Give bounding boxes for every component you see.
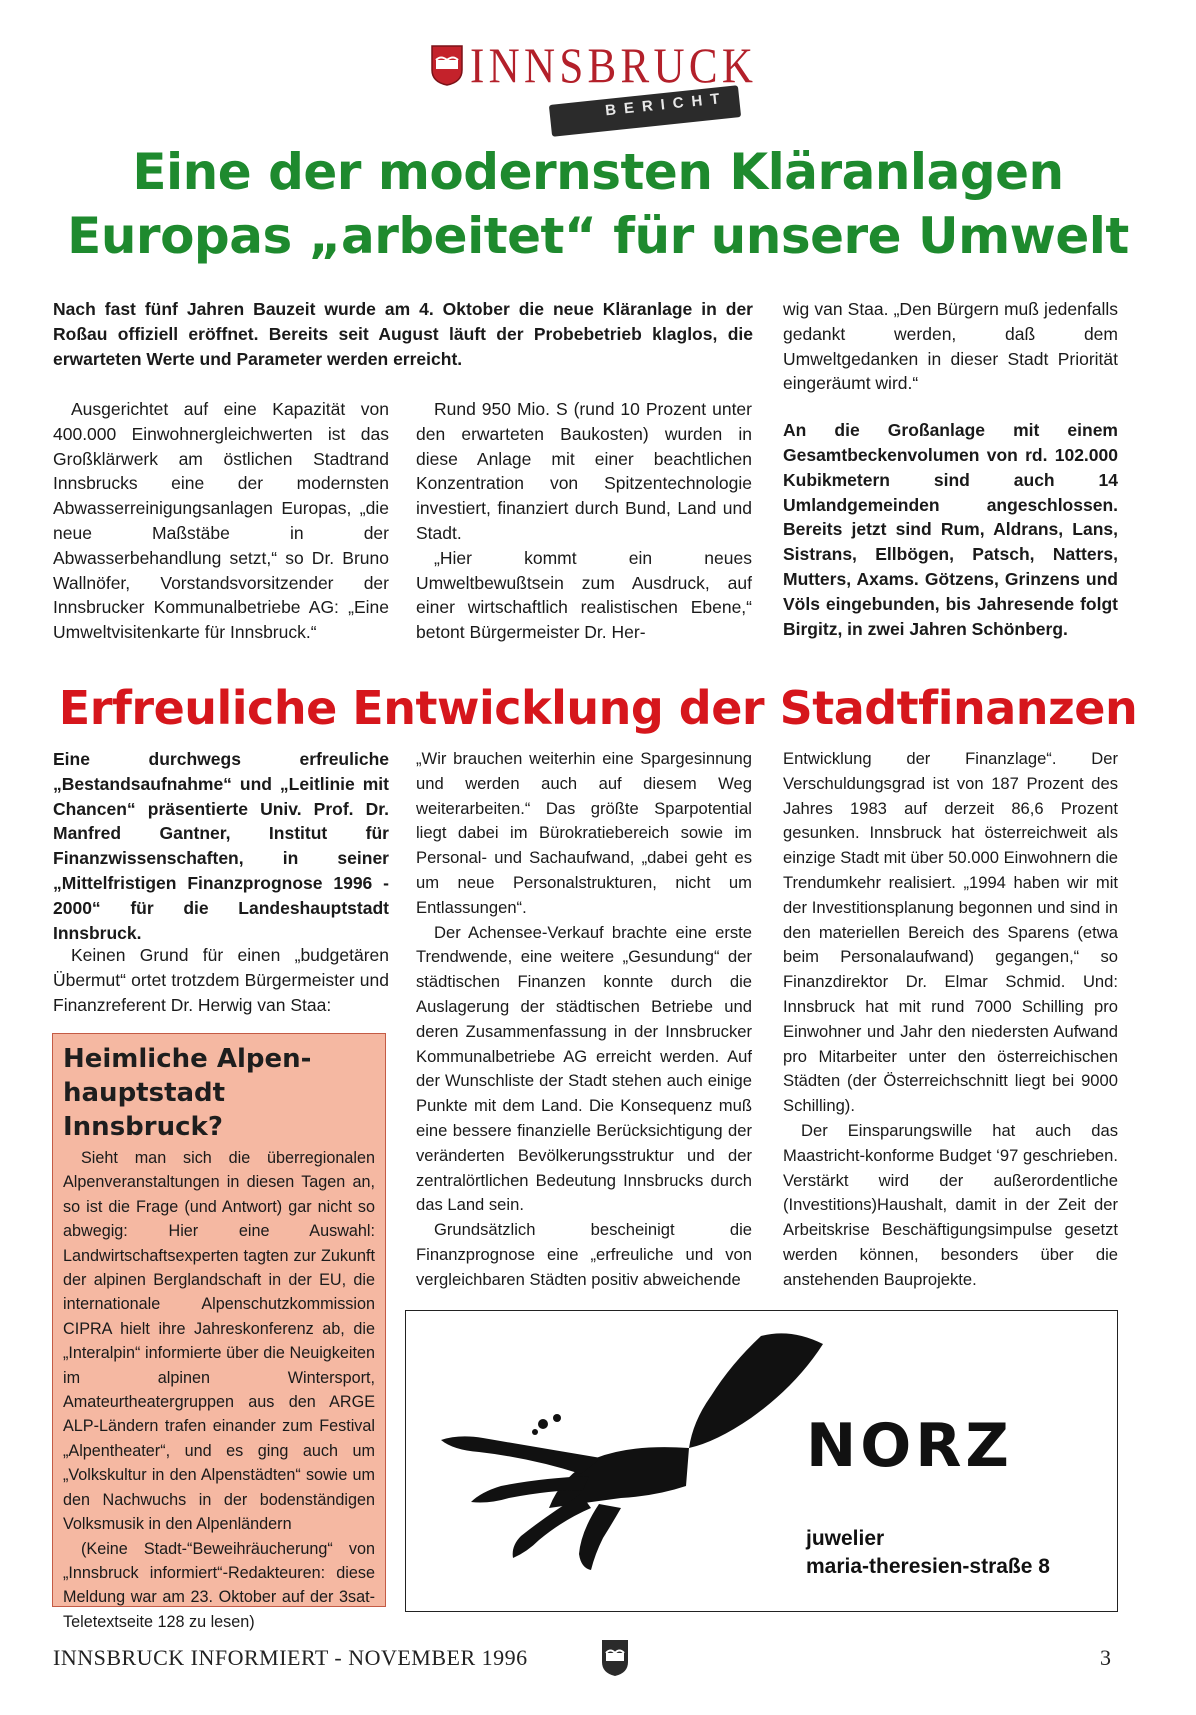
article-2-paragraph: Der Einsparungswille hat auch das Maastricht-konforme Budget ‘97 geschrieben. Verstärkt wird der außerordentliche (Investitions)Haushalt, damit in der Zeit der Arbeitskrise Beschäftigungsimpulse gesetzt werden können, besonders über die anstehenden Bauprojekte.: [783, 1120, 1118, 1289]
sidebar-paragraph: Sieht man sich die überregionalen Alpenveranstaltungen in diesen Tagen an, so ist die Frage (und Antwort) gar nicht so abwegig: Hier eine Auswahl: Landwirtschaftsexperten tagten zur Zukunft der alpinen Berglandschaft in der EU, die internationale Alpenschutzkommission CIPRA hielt ihre Jahreskonferenz ab, die „Interalpin“ informierte über die Neuigkeiten im alpinen Wintersport, Amateurtheatergruppen aus den ARGE ALP-Ländern trafen einander zum Festival „Alpentheater“, und es ging auch um „Volkskultur in den Alpenstädten“ sowie um den Nachwuchs in der bodenständigen Volksmusik in den Alpenländern: [63, 1149, 375, 1534]
headline-1-line-1: Eine der modernsten Kläranlagen: [132, 143, 1064, 201]
ad-tagline: juwelier: [806, 1527, 885, 1550]
ad-address: maria-theresien-straße 8: [806, 1555, 1050, 1578]
article-2-paragraph: Entwicklung der Finanzlage“. Der Verschuldungsgrad ist von 187 Prozent des Jahres 1983 auf derzeit 86,6 Prozent gesunken. Innsbruck hat österreichweit als einzige Stadt mit über 50.000 Einwohnern die Trendumkehr realisiert. „1994 haben wir mit der Investitionsplanung begonnen und sind in den materiellen Bereich des Sparens (etwa beim Personalaufwand) gegangen,“ so Finanzdirektor Dr. Elmar Schmid. Und: Innsbruck hat mit rund 7000 Schilling pro Einwohner und Jahr den niedersten Aufwand pro Mitarbeiter unter den österreichischen Städten (der Österreichschnitt liegt bei 9000 Schilling).: [783, 749, 1118, 1116]
article-2-column-2: [416, 747, 752, 1293]
article-2-headline: Erfreuliche Entwicklung der Stadtfinanzen: [58, 681, 1138, 735]
article-2-lead: Eine durchwegs erfreuliche „Bestandsaufnahme“ und „Leitlinie mit Chancen“ präsentierte Univ. Prof. Dr. Manfred Gantner, Institut für Finanzwissenschaften, in seiner „Mittelfristigen Finanzprognose 1996 - 2000“ für die Landeshauptstadt Innsbruck.: [53, 749, 389, 943]
article-2-column-1: [53, 943, 389, 1017]
sidebar-paragraph: (Keine Stadt-“Beweihräucherung“ von „Innsbruck informiert“-Redakteuren: diese Meldung war am 23. Oktober auf der 3sat-Teletextseite 128 zu lesen): [63, 1539, 375, 1631]
footer-publication: INNSBRUCK INFORMIERT - NOVEMBER 1996: [53, 1645, 528, 1670]
article-1-paragraph: „Hier kommt ein neues Umweltbewußtsein zum Ausdruck, auf einer wirtschaftlich realistischen Ebene,“ betont Bürgermeister Dr. Her-: [416, 547, 752, 643]
sidebar-title-line-2: hauptstadt Innsbruck?: [63, 1078, 226, 1142]
article-1-headline: [0, 140, 1196, 268]
footer-crest-icon: [600, 1638, 630, 1678]
sidebar-title: [63, 1042, 375, 1144]
article-2-paragraph: Grundsätzlich bescheinigt die Finanzprognose eine „erfreuliche und von vergleichbaren Städten positiv abweichende: [416, 1220, 752, 1289]
article-1-paragraph: Rund 950 Mio. S (rund 10 Prozent unter den erwarteten Baukosten) wurden in diese Anlage mit einer beachtlichen Konzentration von Spitzentechnologie investiert, finanziert durch Bund, Land und Stadt.: [416, 399, 752, 543]
article-1-column-1: [53, 397, 389, 645]
advertisement-box: [405, 1310, 1118, 1612]
masthead-subtitle: BERICHT: [604, 89, 729, 120]
article-1-paragraph: wig van Staa. „Den Bürgern muß jedenfalls gedankt werden, daß dem Umweltgedanken in dieser Stadt Priorität eingeräumt wird.“: [783, 299, 1118, 394]
hand-illustration-icon: [431, 1326, 851, 1576]
article-2-paragraph: Der Achensee-Verkauf brachte eine erste Trendwende, eine weitere „Gesundung“ der städtischen Finanzen konnte durch die Auslagerung der städtischen Betriebe und deren Zusammenfassung in der Innsbrucker Kommunalbetriebe AG erreicht werden. Auf der Wunschliste der Stadt stehen auch einige Punkte mit dem Land. Die Konsequenz muß eine bessere finanzielle Berücksichtigung der veränderten Bevölkerungsstruktur und der zentralörtlichen Bedeutung Innsbrucks durch das Land sein.: [416, 922, 752, 1215]
sidebar-body: [63, 1146, 375, 1634]
masthead: [430, 37, 758, 130]
ad-brand-logo: NORZ: [806, 1411, 1013, 1481]
headline-1-line-2: Europas „arbeitet“ für unsere Umwelt: [67, 207, 1129, 265]
innsbruck-crest-icon: [430, 44, 464, 86]
article-2-paragraph: Keinen Grund für einen „budgetären Übermut“ ortet trotzdem Bürgermeister und Finanzreferent Dr. Herwig van Staa:: [53, 945, 389, 1015]
article-1-lead: Nach fast fünf Jahren Bauzeit wurde am 4. Oktober die neue Kläranlage in der Roßau offiziell eröffnet. Bereits seit August läuft der Probebetrieb klaglos, die erwarteten Werte und Parameter werden erreicht.: [53, 299, 753, 369]
article-1-highlight-paragraph: An die Großanlage mit einem Gesamtbeckenvolumen von rd. 102.000 Kubikmetern sind auch 14 Umlandgemeinden angeschlossen. Bereits jetzt sind Rum, Aldrans, Lans, Sistrans, Ellbögen, Patsch, Natters, Mutters, Axams. Götzens, Grinzens und Völs eingebunden, bis Jahresende folgt Birgitz, in zwei Jahren Schönberg.: [783, 420, 1118, 639]
article-2-column-3: [783, 747, 1118, 1293]
masthead-title: INNSBRUCK: [470, 37, 758, 93]
page-number: 3: [1100, 1645, 1111, 1670]
article-1-column-3: [783, 297, 1118, 641]
article-1-paragraph: Ausgerichtet auf eine Kapazität von 400.000 Einwohnergleichwerten ist das Großklärwerk am östlichen Stadtrand Innsbrucks eine der modernsten Abwasserreinigungsanlagen Europas, „die neue Maßstäbe in der Abwasserbehandlung setzt,“ so Dr. Bruno Wallnöfer, Vorstandsvorsitzender der Innsbrucker Kommunalbetriebe AG: „Eine Umweltvisitenkarte für Innsbruck.“: [53, 399, 389, 643]
article-1-column-2: [416, 397, 752, 645]
sidebar-box: [52, 1033, 386, 1631]
article-2-paragraph: „Wir brauchen weiterhin eine Spargesinnung und werden auch auf diesem Weg weiterarbeiten.“ Das größte Sparpotential liegt dabei im Bürokratiebereich sowie im Personal- und Sachaufwand, „dabei geht es um neue Personalstrukturen, nicht um Entlassungen“.: [416, 749, 752, 917]
sidebar-title-line-1: Heimliche Alpen-: [63, 1044, 312, 1074]
